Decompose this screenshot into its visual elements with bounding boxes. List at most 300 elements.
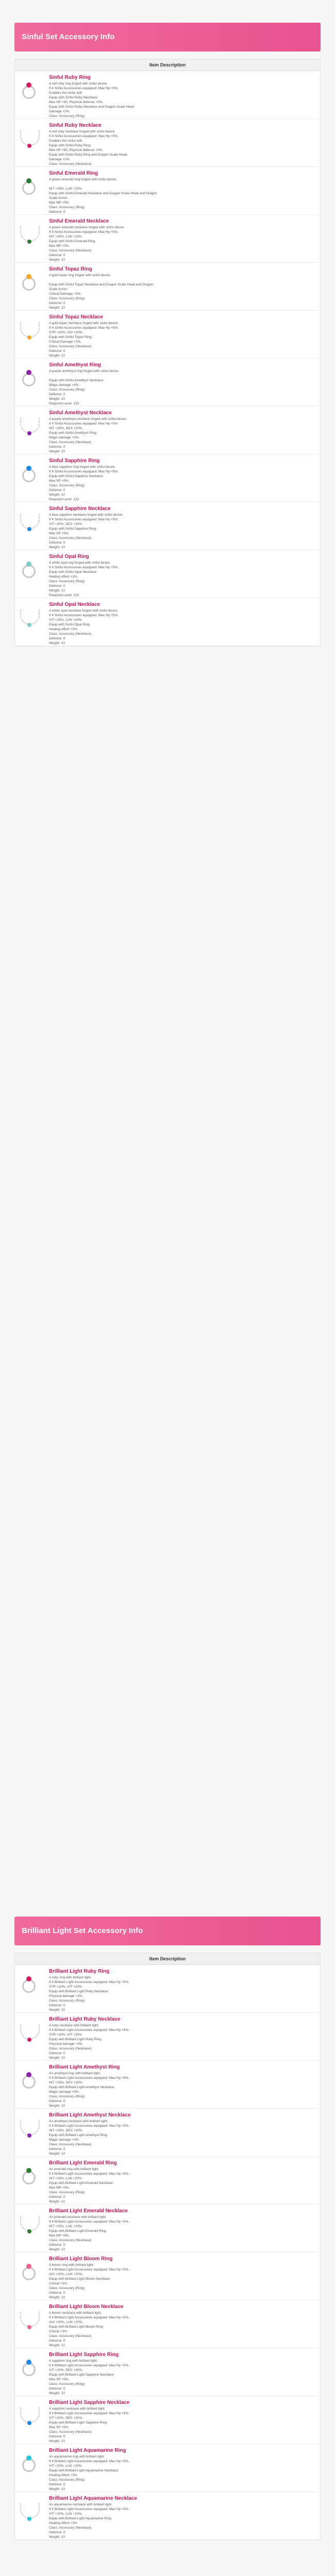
item-detail-line: Equip with Brilliant Light Ruby Necklace: <box>49 1990 109 1993</box>
sinful-set-title: Sinful Set Accessory Info <box>22 32 115 41</box>
item-row <box>15 2013 320 2061</box>
brilliant-light-set-section <box>14 1917 321 2540</box>
item-detail-line: Required Level: 120 <box>49 402 79 405</box>
item-description <box>46 2492 320 2539</box>
item-detail-line: An amethyst necklace with brilliant light. <box>49 2120 108 2123</box>
item-detail-line: Class: Accessory (Ring) <box>49 388 85 392</box>
item-detail-line: Equip with Sinful Amethyst Ring: <box>49 431 97 435</box>
item-detail-line: A sapphire ring with brilliant light. <box>49 2359 98 2363</box>
item-detail-line: INT +20%, LUK +20%. <box>49 2225 83 2228</box>
item-detail-line: An emerald ring with brilliant light. <box>49 2167 99 2171</box>
item-description <box>46 598 320 646</box>
item-detail-line: Physical damage +3%. <box>49 1994 83 1998</box>
pendant-gem-icon <box>27 240 31 244</box>
item-detail-line: If 4 Brilliant Light Accessories equipped: Max Hp +5%. <box>49 2268 129 2272</box>
item-detail-line: Weight: 10 <box>49 2152 65 2156</box>
item-name: Sinful Emerald Ring <box>49 171 98 176</box>
item-name: Brilliant Light Sapphire Ring <box>49 2352 119 2358</box>
item-description <box>46 2061 320 2108</box>
item-detail-line: INT +20%, DEX +20%. <box>49 2129 83 2132</box>
item-detail-line: Max HP +50, Physical defense +3%. <box>49 100 104 104</box>
item-row <box>15 2157 320 2205</box>
brilliant-light-set-banner <box>14 1917 321 1945</box>
item-detail-line: Class: Accessory (Ring) <box>49 484 85 487</box>
item-detail-line: Equip with Sinful Topaz Necklace and Dragon Scale Head and Dragon <box>49 283 154 286</box>
item-row <box>15 2205 320 2252</box>
item-detail-line: Class: Accessory (Necklace) <box>49 2430 92 2434</box>
item-detail-line: Class: Accessory (Necklace) <box>49 162 92 166</box>
item-detail-line: If 4 Brilliant Light Accessories equipped: Max Hp +5%. <box>49 2460 129 2463</box>
item-detail-line: Defense: 0 <box>49 584 65 588</box>
item-detail-line: Max SP +5%. <box>49 532 70 535</box>
item-detail-line: Weight: 10 <box>49 589 65 592</box>
item-name: Sinful Amethyst Ring <box>49 362 101 368</box>
item-name: Sinful Topaz Necklace <box>49 314 103 320</box>
item-detail-line: A red ruby ring forged with sinful desire. <box>49 82 108 86</box>
item-detail-line: AGI +20%, LUK +20%. <box>49 2273 83 2276</box>
item-description <box>46 2396 320 2444</box>
item-name: Brilliant Light Amethyst Ring <box>49 2064 120 2070</box>
item-detail-line: INT +20%, DEX +20%. <box>49 427 83 430</box>
ring-image <box>15 1965 46 2012</box>
necklace-image <box>15 119 46 166</box>
item-detail-line: Magic damage +3%. <box>49 383 80 387</box>
item-description <box>46 502 320 550</box>
ring-image <box>15 2444 46 2492</box>
item-detail-line: Equip with Sinful Opal Necklace: <box>49 570 97 574</box>
gem-icon <box>26 2264 31 2269</box>
item-detail-line: Defense: 0 <box>49 393 65 396</box>
item-detail-line: Class: Accessory (Necklace) <box>49 536 92 540</box>
item-detail-line: Weight: 10 <box>49 2248 65 2251</box>
item-detail-line: An aquamarine ring with brilliant light. <box>49 2455 105 2459</box>
item-detail-line: Critical +3%. <box>49 2282 68 2285</box>
item-description <box>46 215 320 262</box>
item-detail-line: A white opal necklace forged with sinful desire. <box>49 609 119 613</box>
item-detail-line: AGI +20%, LUK +20%. <box>49 2320 83 2324</box>
item-description <box>46 167 320 214</box>
item-detail-line: Max SP +5%. <box>49 2378 70 2381</box>
item-detail-line: Healing effect +3%. <box>49 2473 78 2477</box>
item-row <box>15 2061 320 2109</box>
item-row <box>15 2252 320 2300</box>
item-detail-line: Max HP +50, Physical defense +3%. <box>49 148 104 152</box>
item-row <box>15 2300 320 2348</box>
item-detail-line: Defense: 0 <box>49 2243 65 2247</box>
item-detail-line: Defense: 0 <box>49 2004 65 2007</box>
item-name: Brilliant Light Amethyst Necklace <box>49 2112 131 2118</box>
item-detail-line: Equip with Sinful Ruby Necklace: <box>49 96 98 99</box>
item-detail-line: Defense: 0 <box>49 210 65 214</box>
gem-icon <box>26 274 31 279</box>
item-detail-line: Class: Accessory (Ring) <box>49 1999 85 2003</box>
sinful-column-header: Item Description <box>15 59 320 71</box>
item-detail-line: Max MP +5%. <box>49 201 70 205</box>
item-detail-line: Equip with Brilliant Light Amethyst Ring: <box>49 2133 108 2137</box>
item-detail-line: An amethyst ring with brilliant light. <box>49 2072 101 2075</box>
item-detail-line: Weight: 10 <box>49 2296 65 2299</box>
item-name: Brilliant Light Ruby Ring <box>49 1969 110 1974</box>
brilliant-light-set-title: Brilliant Light Set Accessory Info <box>22 1926 143 1935</box>
item-row <box>15 550 320 598</box>
item-detail-line: Class: Accessory (Ring) <box>49 2286 85 2290</box>
item-detail-line: Damage +2%. <box>49 158 71 161</box>
gem-icon <box>26 466 31 471</box>
item-detail-line: Class: Accessory (Ring) <box>49 2191 85 2194</box>
ring-image <box>15 2252 46 2300</box>
necklace-image <box>15 2205 46 2252</box>
item-detail-line: Equip with Brilliant Light Aquamarine Ring: <box>49 2517 112 2520</box>
item-detail-line: If 4 Brilliant Light Accessories equipped: Max Hp +5%. <box>49 2220 129 2224</box>
item-detail-line: Class: Accessory (Ring) <box>49 114 85 118</box>
brilliant-item-rows <box>15 1965 320 2540</box>
item-name: Brilliant Light Bloom Necklace <box>49 2304 124 2310</box>
item-detail-line: Enables the sinful skill. <box>49 91 83 95</box>
item-name: Brilliant Light Emerald Necklace <box>49 2208 128 2214</box>
item-detail-line: A gold topaz necklace forged with sinful desire. <box>49 321 119 325</box>
gem-icon <box>26 82 31 88</box>
item-detail-line: Equip with Brilliant Light Emerald Necklace: <box>49 2181 114 2185</box>
item-detail-line: Scale Armor: <box>49 196 69 200</box>
item-detail-line: Scale Armor: <box>49 287 69 291</box>
ring-image <box>15 2061 46 2108</box>
item-description <box>46 2252 320 2300</box>
item-detail-line: VIT +20%, DEX +20%. <box>49 522 83 526</box>
item-detail-line: If 4 Sinful Accessories equipped: Max Hp +5%. <box>49 566 119 569</box>
item-detail-line <box>49 182 316 187</box>
item-detail-line: Critical +3%. <box>49 2330 68 2333</box>
item-name: Sinful Sapphire Necklace <box>49 506 111 512</box>
item-detail-line: Class: Accessory (Ring) <box>49 2382 85 2386</box>
item-name: Sinful Opal Necklace <box>49 602 100 607</box>
item-detail-line: Defense: 0 <box>49 2387 65 2391</box>
item-description <box>46 2157 320 2204</box>
item-row <box>15 2492 320 2540</box>
item-detail-line: VIT +20%, LUK +20%. <box>49 618 83 622</box>
item-detail-line: Equip with Brilliant Light Sapphire Ring: <box>49 2421 108 2425</box>
ring-image <box>15 359 46 406</box>
item-detail-line: Equip with Sinful Emerald Necklace and Dragon Scale Head and Dragon <box>49 192 157 195</box>
gem-icon <box>26 562 31 567</box>
item-detail-line: Max MP +5%. <box>49 2234 70 2238</box>
necklace-image <box>15 2492 46 2539</box>
item-description <box>46 406 320 454</box>
item-description <box>46 359 320 406</box>
item-detail-line: Defense: 0 <box>49 541 65 545</box>
item-detail-line: Defense: 0 <box>49 2099 65 2103</box>
ring-image <box>15 550 46 598</box>
item-detail-line: VIT +20%, LUK +20%. <box>49 2512 83 2516</box>
item-detail-line: If 4 Brilliant Light Accessories equipped: Max Hp +5%. <box>49 2507 129 2511</box>
ring-image <box>15 454 46 502</box>
item-detail-line: Class: Accessory (Necklace) <box>49 2143 92 2146</box>
item-row <box>15 454 320 502</box>
item-detail-line: If 4 Brilliant Light Accessories equipped: Max Hp +5%. <box>49 2364 129 2367</box>
item-detail-line: Physical damage +3%. <box>49 2042 83 2046</box>
item-detail-line: If 4 Sinful Accessories equipped: Max Hp +5%. <box>49 470 119 473</box>
item-description <box>46 1965 320 2012</box>
item-detail-line: INT +20%, LUK +20%. <box>49 235 83 239</box>
item-detail-line: Max MP +5%. <box>49 2186 70 2190</box>
item-detail-line: If 4 Sinful Accessories equipped: Max Hp +5%. <box>49 422 119 426</box>
item-detail-line: VIT +20%, DEX +20%. <box>49 2368 83 2372</box>
sinful-set-section <box>14 23 321 647</box>
item-description <box>46 454 320 502</box>
item-detail-line: Class: Accessory (Necklace) <box>49 345 92 348</box>
item-detail-line: A gold topaz ring forged with sinful desire. <box>49 274 111 277</box>
item-detail-line: A green emerald necklace forged with sinful desire. <box>49 226 125 229</box>
item-description <box>46 2109 320 2156</box>
item-detail-line: If 4 Sinful Accessories equipped: Max Hp +5%. <box>49 518 119 521</box>
item-detail-line: Defense: 0 <box>49 301 65 305</box>
item-detail-line: Equip with Brilliant Light Amethyst Necklace: <box>49 2086 115 2089</box>
item-detail-line: If 4 Brilliant Light Accessories equipped: Max Hp +5%. <box>49 2316 129 2319</box>
item-detail-line: A blue sapphire necklace forged with sinful desire. <box>49 513 124 517</box>
item-row <box>15 215 320 263</box>
item-detail-line: If 4 Brilliant Light Accessories equipped: Max Hp +5%. <box>49 2412 129 2415</box>
item-detail-line: Equip with Brilliant Light Sapphire Necklace: <box>49 2373 115 2377</box>
item-detail-line: Class: Accessory (Ring) <box>49 2478 85 2482</box>
item-row <box>15 2396 320 2444</box>
item-name: Brilliant Light Emerald Ring <box>49 2160 117 2166</box>
item-detail-line: Class: Accessory (Necklace) <box>49 2047 92 2050</box>
item-detail-line: Defense: 0 <box>49 253 65 257</box>
item-detail-line: Equip with Sinful Ruby Ring and Dragon Scale Head: <box>49 153 128 157</box>
pendant-gem-icon <box>27 623 31 627</box>
item-name: Sinful Ruby Ring <box>49 75 91 80</box>
item-detail-line: Magic damage +3%. <box>49 436 80 439</box>
item-name: Sinful Topaz Ring <box>49 266 92 272</box>
item-description <box>46 2205 320 2252</box>
item-detail-line: Equip with Sinful Emerald Ring: <box>49 240 96 243</box>
item-detail-line: Defense: 0 <box>49 2435 65 2438</box>
item-detail-line: Class: Accessory (Necklace) <box>49 249 92 252</box>
item-description <box>46 119 320 166</box>
item-detail-line: Weight: 10 <box>49 397 65 401</box>
item-detail-line: Equip with Brilliant Light Ruby Ring: <box>49 2038 102 2041</box>
item-detail-line: Equip with Sinful Sapphire Ring: <box>49 527 97 531</box>
item-description <box>46 550 320 598</box>
item-detail-line: Max SP +5%. <box>49 2426 70 2429</box>
necklace-image <box>15 2013 46 2060</box>
item-detail-line: VIT +20%, LUK +20%. <box>49 2464 83 2468</box>
item-detail-line: STR +20%, VIT +20%. <box>49 2033 83 2037</box>
item-row <box>15 119 320 167</box>
sinful-set-banner <box>14 23 321 52</box>
item-detail-line: If 4 Brilliant Light Accessories equipped: Max Hp +5%. <box>49 1980 129 1984</box>
item-row <box>15 263 320 311</box>
item-detail-line: Class: Accessory (Ring) <box>49 297 85 300</box>
necklace-image <box>15 311 46 358</box>
ring-image <box>15 263 46 310</box>
sinful-item-table <box>14 59 321 647</box>
item-detail-line: Equip with Sinful Opal Ring: <box>49 623 91 626</box>
pendant-gem-icon <box>27 144 31 148</box>
gem-icon <box>26 2168 31 2173</box>
necklace-image <box>15 598 46 646</box>
item-detail-line: A purple amethyst necklace forged with sinful desire. <box>49 417 127 421</box>
item-name: Brilliant Light Aquamarine Necklace <box>49 2496 137 2501</box>
gem-icon <box>26 370 31 375</box>
item-detail-line: INT +20%, LUK +20%. <box>49 187 83 191</box>
item-name: Sinful Ruby Necklace <box>49 123 102 128</box>
item-detail-line: Weight: 10 <box>49 2487 65 2491</box>
item-detail-line: Defense: 0 <box>49 2483 65 2486</box>
item-row <box>15 311 320 359</box>
item-detail-line: Critical Damage +3%. <box>49 340 82 344</box>
item-detail-line: Healing effect +3%. <box>49 628 78 631</box>
pendant-gem-icon <box>27 2038 31 2042</box>
item-row <box>15 71 320 119</box>
item-detail-line: Defense: 0 <box>49 2339 65 2343</box>
necklace-image <box>15 215 46 262</box>
item-detail-line: If 4 Sinful Accessories equipped: Max Hp +5%. <box>49 230 119 234</box>
item-detail-line: Critical Damage +3%. <box>49 292 82 296</box>
item-detail-line: Magic damage +3%. <box>49 2138 80 2142</box>
item-name: Sinful Amethyst Necklace <box>49 410 112 416</box>
ring-image <box>15 167 46 214</box>
item-detail-line: Weight: 10 <box>49 2200 65 2204</box>
item-detail-line: Class: Accessory (Ring) <box>49 2095 85 2098</box>
item-detail-line: Weight: 10 <box>49 354 65 358</box>
item-detail-line: Max MP +5%. <box>49 244 70 248</box>
item-detail-line: Weight: 10 <box>49 2439 65 2443</box>
pendant-gem-icon <box>27 335 31 340</box>
item-detail-line: Weight: 10 <box>49 450 65 453</box>
item-detail-line: Equip with Brilliant Light Bloom Necklace: <box>49 2277 111 2281</box>
item-detail-line: Weight: 10 <box>49 2392 65 2395</box>
item-detail-line: Weight: 10 <box>49 546 65 549</box>
item-name: Sinful Sapphire Ring <box>49 458 100 464</box>
item-detail-line: A purple amethyst ring forged with sinful desire. <box>49 369 120 373</box>
item-detail-line: Equip with Sinful Sapphire Necklace: <box>49 474 104 478</box>
item-detail-line: INT +20%, DEX +20%. <box>49 2081 83 2084</box>
sinful-item-rows <box>15 71 320 646</box>
item-detail-line: Class: Accessory (Ring) <box>49 580 85 583</box>
item-name: Sinful Opal Ring <box>49 554 89 560</box>
item-detail-line: If 4 Brilliant Light Accessories equipped: Max Hp +5%. <box>49 2028 129 2032</box>
item-name: Brilliant Light Sapphire Necklace <box>49 2400 130 2405</box>
item-detail-line: An aquamarine necklace with brilliant light. <box>49 2503 112 2506</box>
item-detail-line: If 4 Sinful Accessories equipped: Max Hp +5%. <box>49 87 119 90</box>
item-detail-line: Equip with Sinful Topaz Ring: <box>49 335 93 339</box>
item-description <box>46 2348 320 2396</box>
item-detail-line: Defense: 0 <box>49 2052 65 2055</box>
item-detail-line: Defense: 0 <box>49 637 65 640</box>
item-name: Brilliant Light Bloom Ring <box>49 2256 113 2262</box>
item-detail-line: Class: Accessory (Necklace) <box>49 440 92 444</box>
item-detail-line: Class: Accessory (Necklace) <box>49 632 92 636</box>
item-detail-line: Class: Accessory (Ring) <box>49 206 85 209</box>
necklace-image <box>15 2396 46 2444</box>
item-detail-line: If 4 Brilliant Light Accessories equipped: Max Hp +5%. <box>49 2172 129 2176</box>
item-detail-line: Defense: 0 <box>49 488 65 492</box>
item-description <box>46 2444 320 2492</box>
item-detail-line: Weight: 10 <box>49 306 65 310</box>
item-detail-line: A bloom necklace with brilliant light. <box>49 2311 102 2315</box>
item-detail-line: A ruby ring with brilliant light. <box>49 1976 92 1979</box>
item-detail-line: Defense: 0 <box>49 2531 65 2534</box>
item-detail-line: Class: Accessory (Necklace) <box>49 2334 92 2338</box>
item-detail-line: Equip with Brilliant Light Emerald Ring: <box>49 2229 107 2233</box>
item-detail-line: Damage +2%. <box>49 110 71 113</box>
item-row <box>15 167 320 215</box>
ring-image <box>15 2157 46 2204</box>
item-row <box>15 406 320 454</box>
gem-icon <box>26 2455 31 2461</box>
item-detail-line: Weight: 10 <box>49 493 65 497</box>
item-row <box>15 502 320 550</box>
item-detail-line: A white opal ring forged with sinful desire. <box>49 561 111 565</box>
item-name: Brilliant Light Ruby Necklace <box>49 2016 121 2022</box>
pendant-gem-icon <box>27 527 31 531</box>
item-detail-line: If 4 Sinful Accessories equipped: Max Hp +5%. <box>49 614 119 617</box>
item-detail-line: Equip with Sinful Amethyst Necklace: <box>49 379 104 382</box>
item-detail-line: Required Level: 120 <box>49 594 79 597</box>
item-detail-line: Weight: 10 <box>49 641 65 645</box>
item-detail-line: Defense: 0 <box>49 2147 65 2151</box>
item-detail-line: A blue sapphire ring forged with sinful desire. <box>49 465 116 469</box>
item-detail-line: Enables the sinful skill. <box>49 139 83 143</box>
item-detail-line: A red ruby necklace forged with sinful desire. <box>49 130 115 133</box>
item-detail-line: INT +20%, LUK +20%. <box>49 2177 83 2180</box>
item-detail-line: Equip with Sinful Ruby Necklace and Dragon Scale Head: <box>49 105 135 109</box>
item-row <box>15 598 320 646</box>
item-detail-line: STR +20%, AGI +20%. <box>49 331 83 334</box>
item-detail-line: STR +20%, VIT +20%. <box>49 1985 83 1989</box>
item-detail-line: If 4 Brilliant Light Accessories equipped: Max Hp +5%. <box>49 2076 129 2080</box>
item-row <box>15 2109 320 2157</box>
item-name: Brilliant Light Aquamarine Ring <box>49 2448 126 2453</box>
necklace-image <box>15 502 46 550</box>
gem-icon <box>26 178 31 183</box>
item-detail-line: Weight: 10 <box>49 2104 65 2108</box>
item-detail-line: A ruby necklace with brilliant light. <box>49 2024 99 2027</box>
item-detail-line: Magic damage +3%. <box>49 2090 80 2094</box>
item-detail-line: A bloom ring with brilliant light. <box>49 2263 94 2267</box>
pendant-gem-icon <box>27 431 31 435</box>
item-detail-line: Equip with Brilliant Light Bloom Ring: <box>49 2325 104 2329</box>
item-detail-line: Weight: 10 <box>49 258 65 262</box>
item-detail-line: Class: Accessory (Necklace) <box>49 2526 92 2530</box>
item-description <box>46 71 320 118</box>
item-detail-line: Healing effect +3%. <box>49 2521 78 2525</box>
necklace-image <box>15 406 46 454</box>
item-detail-line <box>49 278 316 282</box>
item-row <box>15 2444 320 2492</box>
necklace-image <box>15 2300 46 2348</box>
item-row <box>15 2348 320 2396</box>
item-detail-line: If 4 Sinful Accessories equipped: Max Hp +5%. <box>49 134 119 138</box>
item-detail-line: Equip with Sinful Ruby Ring: <box>49 144 92 147</box>
item-detail-line: A green emerald ring forged with sinful desire. <box>49 178 118 181</box>
item-detail-line: If 4 Brilliant Light Accessories equipped: Max Hp +5%. <box>49 2124 129 2128</box>
item-detail-line: Defense: 0 <box>49 2195 65 2199</box>
item-detail-line: Weight: 10 <box>49 2008 65 2012</box>
pendant-gem-icon <box>27 2421 31 2425</box>
item-name: Sinful Emerald Necklace <box>49 218 109 224</box>
item-detail-line: Weight: 10 <box>49 2344 65 2347</box>
ring-image <box>15 2348 46 2396</box>
item-detail-line: VIT +20%, DEX +20%. <box>49 2416 83 2420</box>
item-detail-line: Required Level: 120 <box>49 498 79 501</box>
item-detail-line: Max SP +5%. <box>49 479 70 483</box>
item-detail-line: A sapphire necklace with brilliant light. <box>49 2407 106 2411</box>
item-detail-line: Class: Accessory (Necklace) <box>49 2239 92 2242</box>
item-detail-line: Weight: 10 <box>49 2535 65 2539</box>
pendant-gem-icon <box>27 2517 31 2521</box>
item-description <box>46 2300 320 2348</box>
